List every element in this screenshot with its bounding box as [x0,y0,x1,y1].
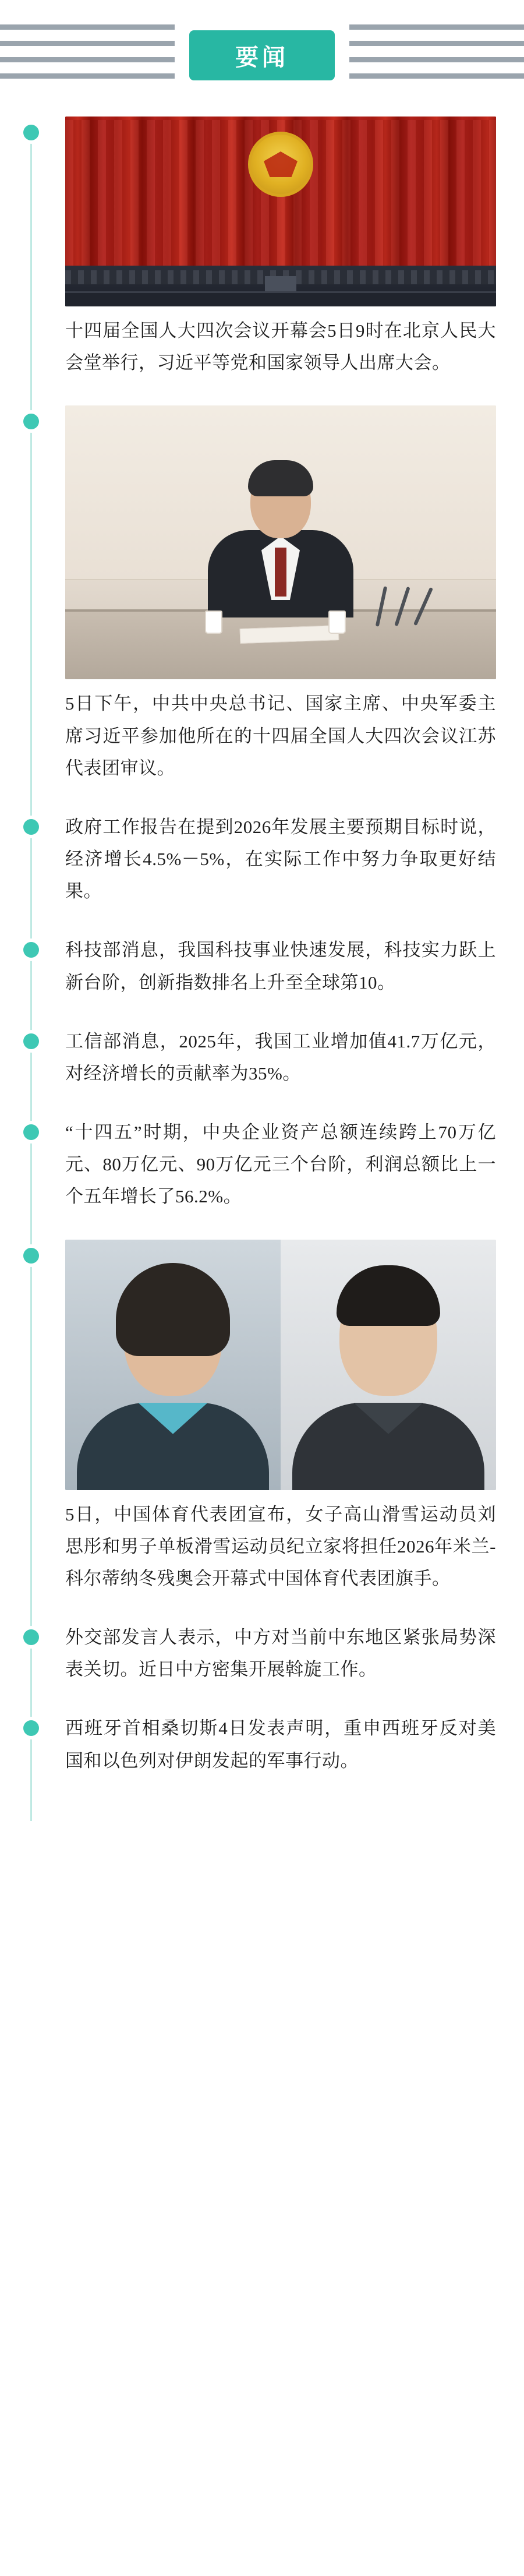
photo-great-hall-npc-opening-session [65,117,496,306]
news-item-text: “十四五”时期，中央企业资产总额连续跨上70万亿元、80万亿元、90万亿元三个台阶，利润总额比上一个五年增长了56.2%。 [65,1122,496,1207]
photo-two-athlete-portraits [65,1240,496,1490]
section-badge-container [175,15,349,96]
news-item-olympic-flag-bearers[interactable] [0,1240,524,1595]
timeline-dot-icon [23,125,39,140]
news-item-text: 5日下午，中共中央总书记、国家主席、中央军委主席习近平参加他所在的十四届全国人大四次会议江苏代表团审议。 [65,693,496,778]
news-item-text: 外交部发言人表示，中方对当前中东地区紧张局势深表关切。近日中方密集开展斡旋工作。 [65,1627,496,1680]
national-emblem-icon [248,132,313,197]
page-header [0,0,524,117]
news-item-text: 西班牙首相桑切斯4日发表声明，重申西班牙反对美国和以色列对伊朗发起的军事行动。 [65,1718,496,1771]
hair [116,1263,230,1356]
speaker-podium [265,276,296,291]
news-item-text: 工信部消息，2025年，我国工业增加值41.7万亿元，对经济增长的贡献率为35%。 [65,1031,496,1084]
necktie [275,548,286,597]
timeline-dot-icon [23,942,39,958]
timeline-dot-icon [23,819,39,835]
hair [337,1265,440,1326]
news-item-soe-assets[interactable] [0,1116,524,1213]
tea-cup-right [328,611,346,634]
hair [248,460,313,496]
news-item-industry-value-added[interactable] [0,1025,524,1089]
rostrum-desk [65,291,496,306]
timeline-dot-icon [23,414,39,429]
news-item-mfa-middle-east[interactable] [0,1621,524,1685]
timeline-dot-icon [23,1033,39,1049]
portrait-female-athlete [65,1240,281,1490]
news-item-text: 5日，中国体育代表团宣布，女子高山滑雪运动员刘思彤和男子单板滑雪运动员纪立家将担任2026年米兰-科尔蒂纳冬残奥会开幕式中国体育代表团旗手。 [65,1504,496,1589]
seated-leader-figure [208,465,353,611]
conference-desk [65,609,496,679]
tea-cup-left [205,611,222,634]
photo-leader-at-delegation-meeting [65,405,496,679]
news-item-science-technology[interactable] [0,934,524,998]
timeline-dot-icon [23,1124,39,1140]
section-title-badge: 要闻 [189,30,335,80]
portrait-male-athlete [281,1240,496,1490]
news-item-npc-opening[interactable] [0,117,524,379]
timeline-dot-icon [23,1248,39,1264]
news-item-text: 政府工作报告在提到2026年发展主要预期目标时说，经济增长4.5%－5%，在实际工作中努力争取更好结果。 [65,816,496,902]
news-item-text: 科技部消息，我国科技事业快速发展，科技实力跃上新台阶，创新指数排名上升至全球第10。 [65,940,496,993]
news-item-spain-statement[interactable] [0,1712,524,1776]
timeline-dot-icon [23,1720,39,1736]
timeline-dot-icon [23,1629,39,1645]
news-item-government-work-report[interactable] [0,811,524,908]
news-timeline [0,117,524,1856]
news-item-jiangsu-delegation[interactable] [0,405,524,784]
news-item-text: 十四届全国人大四次会议开幕会5日9时在北京人民大会堂举行，习近平等党和国家领导人出席大会。 [65,320,496,373]
